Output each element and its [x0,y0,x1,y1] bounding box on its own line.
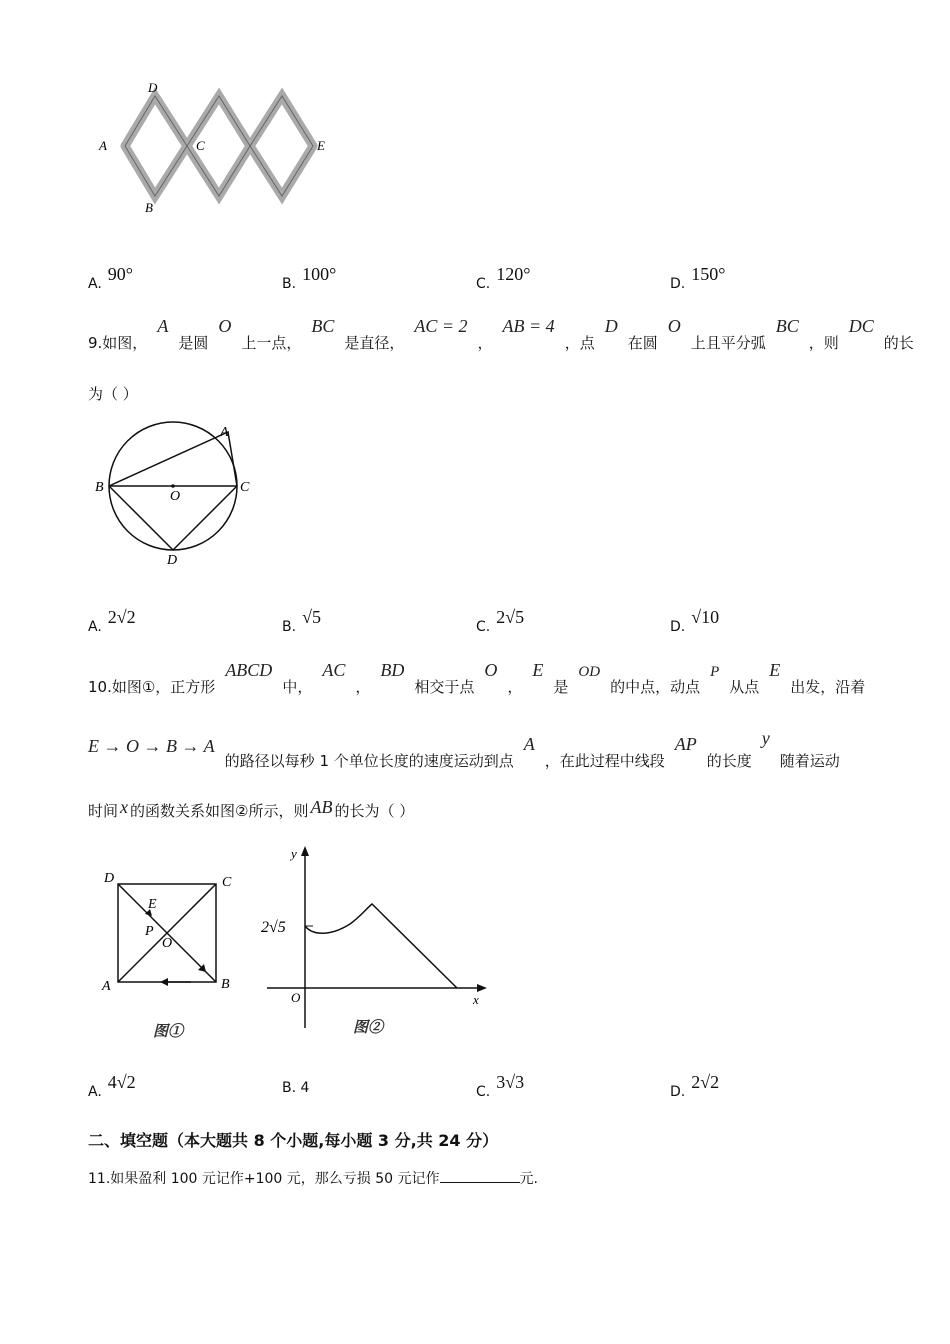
figure-caption: 图② [353,1020,384,1036]
math: E [532,660,544,680]
text: 上一点， [241,334,302,352]
q9-option-d[interactable] [670,607,720,636]
option-value: 2√2 [691,1072,720,1092]
text: ， [477,334,493,352]
option-value: √10 [691,607,720,627]
q10-option-d[interactable] [670,1072,720,1101]
figure-caption: 图① [153,1024,184,1040]
answer-blank[interactable] [440,1168,520,1183]
text: 的路径以每秒 1 个单位长度的速度运动到点 [224,752,514,770]
option-value: 4 [300,1080,310,1096]
text: 是 [553,678,569,696]
option-value: 90° [107,264,133,284]
math: x [120,797,129,817]
label-O: O [162,936,173,951]
label-origin: O [291,990,301,1005]
label-C: C [222,875,232,890]
text: 的长度 [706,752,752,770]
text: ， [507,678,523,696]
option-letter: D. [670,619,686,635]
math: AC [322,660,346,680]
option-value: √5 [302,607,321,627]
math: D [604,316,618,336]
label-P: P [145,924,154,939]
label-E: E [148,897,157,912]
option-letter: B. [282,1080,297,1096]
text: 出发，沿着 [790,678,866,696]
option-value: 2√5 [496,607,525,627]
math: O [667,316,681,336]
section-heading: 二、填空题（本大题共 8 个小题,每小题 3 分,共 24 分） [88,1131,499,1150]
option-value: 150° [691,264,726,284]
math: AC = 2 [414,316,468,336]
math: ABCD [225,660,273,680]
square-figure [98,866,248,1046]
text: 11.如果盈利 100 元记作+100 元，那么亏损 50 元记作 [88,1171,440,1187]
math: BC [775,316,799,336]
graph-figure [255,840,495,1040]
text: 的中点，动点 [610,678,701,696]
math: AP [674,734,697,754]
option-letter: D. [670,276,686,292]
text: 时间 [88,802,119,820]
math: y [761,728,770,748]
label-D: D [148,80,158,95]
math: A [157,316,169,336]
q8-option-c[interactable] [476,264,531,293]
label-B: B [221,977,230,992]
q9-text-line2: 为（ ） [88,385,138,403]
math: BD [380,660,405,680]
option-value: 100° [302,264,337,284]
math: O [218,316,232,336]
math: E [769,660,781,680]
text: 上且平分弧 [690,334,766,352]
q9-option-a[interactable] [88,607,136,636]
q10-text-line3 [88,797,415,821]
text: 相交于点 [414,678,475,696]
math: AB [310,797,333,817]
option-letter: C. [476,276,491,292]
text: 10.如图①，正方形 [88,678,216,696]
q10-text-line2 [88,728,840,771]
q10-option-c[interactable] [476,1072,525,1101]
option-value: 3√3 [496,1072,525,1092]
q8-option-a[interactable] [88,264,133,293]
q9-option-c[interactable] [476,607,525,636]
text: ，则 [808,334,839,352]
option-letter: A. [88,1084,102,1100]
option-letter: A. [88,619,102,635]
option-letter: B. [282,276,297,292]
text: 在圆 [627,334,658,352]
math: OD [578,664,601,680]
text: 是圆 [178,334,209,352]
text: 9.如图， [88,334,148,352]
label-B: B [95,480,104,495]
label-D: D [104,871,115,886]
text: 的长为（ ） [334,802,415,820]
label-C: C [240,480,250,495]
math: O [484,660,498,680]
label-x: x [473,992,479,1007]
option-letter: A. [88,276,102,292]
option-letter: C. [476,619,491,635]
text: ，在此过程中线段 [544,752,665,770]
math: P [710,664,720,680]
label-A: A [220,425,229,440]
q10-option-a[interactable] [88,1072,136,1101]
label-D: D [167,553,178,568]
label-O: O [170,489,181,504]
q11-text [88,1168,538,1188]
text: ，点 [564,334,595,352]
label-B: B [145,200,153,215]
option-value: 120° [496,264,531,284]
label-E: E [317,138,325,153]
lattice-figure [95,78,335,218]
math: A [523,734,535,754]
text: ， [355,678,371,696]
math: E → O → B → A [88,736,215,756]
label-2root5: 2√5 [261,919,286,936]
text: 的长 [883,334,914,352]
label-C: C [196,138,205,153]
circle-figure [92,418,262,570]
option-letter: B. [282,619,297,635]
q9-text [88,316,914,353]
math: DC [848,316,874,336]
option-value: 2√2 [107,607,136,627]
text: 元. [519,1171,538,1187]
q8-option-b[interactable] [282,264,337,293]
math: BC [311,316,335,336]
option-letter: C. [476,1084,491,1100]
math: AB = 4 [502,316,555,336]
q8-option-d[interactable] [670,264,726,293]
label-y: y [291,846,297,861]
text: 的函数关系如图②所示，则 [130,802,309,820]
label-A: A [102,979,111,994]
label-A: A [99,138,107,153]
option-value: 4√2 [107,1072,136,1092]
text: 中， [282,678,313,696]
text: 从点 [729,678,760,696]
text: 是直径， [344,334,405,352]
q10-option-b[interactable] [282,1080,309,1096]
text: 随着运动 [779,752,840,770]
q9-option-b[interactable] [282,607,321,636]
q10-text-line1 [88,660,866,697]
option-letter: D. [670,1084,686,1100]
